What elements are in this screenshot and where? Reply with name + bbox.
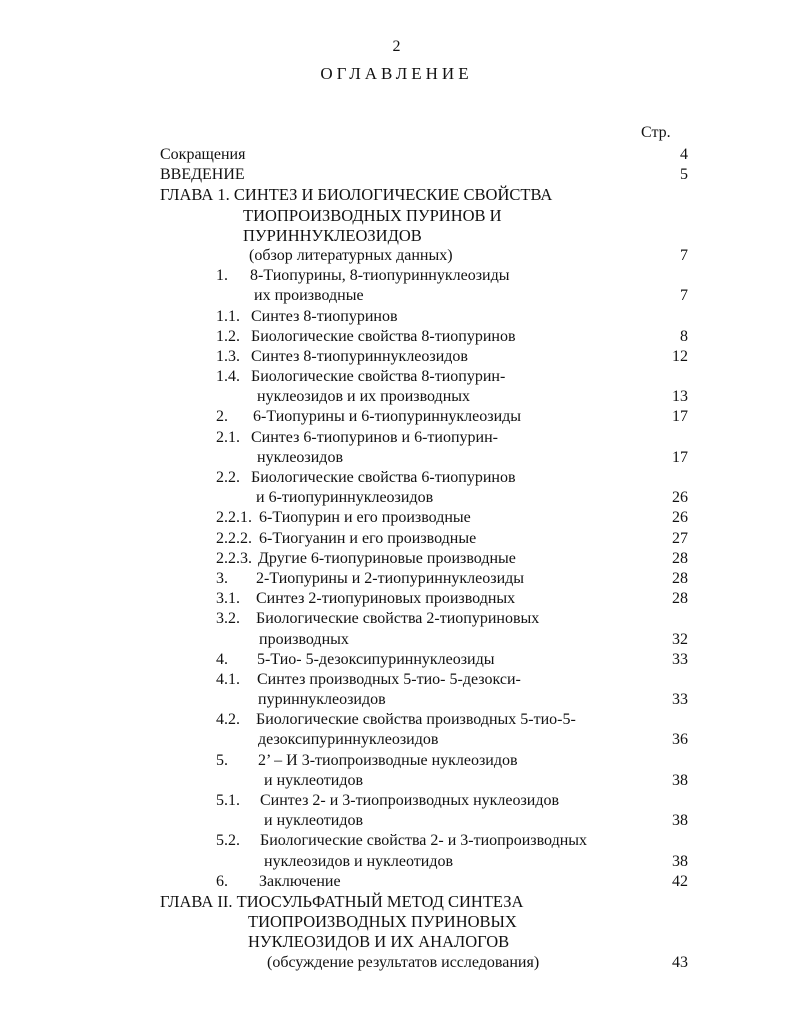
toc-row bbox=[0, 387, 793, 407]
toc-row bbox=[0, 892, 793, 912]
toc-number: 1. bbox=[216, 267, 228, 285]
toc-entry-text: пуриннуклеозидов bbox=[258, 691, 386, 709]
toc-row bbox=[0, 710, 793, 730]
toc-page-number: 13 bbox=[672, 388, 688, 406]
toc-row bbox=[0, 327, 793, 347]
toc-number: 4. bbox=[216, 650, 228, 668]
toc-row bbox=[0, 771, 793, 791]
toc-row bbox=[0, 953, 793, 973]
toc-page-number: 27 bbox=[672, 529, 688, 547]
toc-number: 2.2.1. bbox=[216, 509, 252, 527]
toc-number: 5.2. bbox=[216, 832, 240, 850]
toc-row bbox=[0, 912, 793, 932]
toc-entry-text: Биологические свойства 2- и 3-тиопроизводных bbox=[260, 832, 588, 850]
toc-number: 5.1. bbox=[216, 792, 240, 809]
toc-page-number: 17 bbox=[672, 448, 688, 466]
toc-entry-text: Синтез 2-тиопуриновых производных bbox=[256, 590, 516, 608]
toc-page-number: 26 bbox=[672, 509, 688, 527]
toc-row bbox=[0, 811, 793, 831]
toc-entry-text: Биологические свойства 8-тиопурин- bbox=[251, 368, 506, 386]
toc-row bbox=[0, 690, 793, 710]
toc-row bbox=[0, 730, 793, 750]
toc-row bbox=[0, 529, 793, 549]
toc-entry-text: 2’ – И 3-тиопроизводные нуклеозидов bbox=[258, 751, 518, 769]
toc-row bbox=[0, 145, 793, 165]
page-number: 2 bbox=[392, 38, 401, 55]
toc-entry-text: (обзор литературных данных) bbox=[249, 246, 453, 264]
toc-page-number: 36 bbox=[672, 731, 688, 749]
toc-entry-text: их производные bbox=[254, 287, 364, 305]
toc-page-number: 38 bbox=[672, 852, 688, 870]
toc-row bbox=[0, 428, 793, 448]
toc-entry-text: нуклеозидов и нуклеотидов bbox=[264, 852, 454, 870]
toc-entry-text: Синтез производных 5-тио- 5-дезокси- bbox=[257, 670, 521, 688]
toc-row bbox=[0, 307, 793, 327]
toc-row bbox=[0, 468, 793, 488]
toc-entry-text: 8-Тиопурины, 8-тиопуриннуклеозиды bbox=[250, 267, 510, 285]
toc-page-number: 4 bbox=[680, 146, 688, 163]
toc-entry-text: 6-Тиогуанин и его производные bbox=[259, 529, 477, 547]
toc-entry-text: 6-Тиопурин и его производные bbox=[259, 509, 471, 527]
toc-number: 1.3. bbox=[216, 347, 240, 365]
toc-number: 4.1. bbox=[216, 670, 240, 688]
toc-row bbox=[0, 852, 793, 872]
toc-entry-text: дезоксипуриннуклеозидов bbox=[258, 731, 439, 749]
toc-number: 2.1. bbox=[216, 428, 240, 446]
toc-page-number: 33 bbox=[672, 691, 688, 709]
toc-number: 4.2. bbox=[216, 711, 240, 729]
pages-column-label: Стр. bbox=[641, 124, 671, 141]
toc-row bbox=[0, 448, 793, 468]
toc-number: 6. bbox=[216, 872, 228, 890]
toc-number: 3.1. bbox=[216, 590, 240, 608]
toc-entry-text: 5-Тио- 5-дезоксипуриннуклеозиды bbox=[257, 650, 495, 668]
toc-row bbox=[0, 206, 793, 226]
toc-entry-text: ПУРИННУКЛЕОЗИДОВ bbox=[243, 225, 422, 245]
toc-row bbox=[0, 549, 793, 569]
toc-entry-text: нуклеозидов и их производных bbox=[257, 388, 471, 406]
toc-entry-text: Другие 6-тиопуриновые производные bbox=[258, 549, 516, 567]
toc-row bbox=[0, 589, 793, 609]
toc-entry-text: и нуклеотидов bbox=[264, 771, 364, 789]
toc-row bbox=[0, 932, 793, 952]
toc-row bbox=[0, 569, 793, 589]
toc-entry-text: и 6-тиопуриннуклеозидов bbox=[256, 489, 434, 507]
toc-number: 1.1. bbox=[216, 307, 240, 325]
toc-row bbox=[0, 630, 793, 650]
toc-row bbox=[0, 670, 793, 690]
toc-row bbox=[0, 831, 793, 851]
toc-number: 5. bbox=[216, 751, 228, 769]
toc-entry-text: Биологические свойства 6-тиопуринов bbox=[251, 469, 516, 486]
toc-row bbox=[0, 791, 793, 811]
toc-page-number: 17 bbox=[672, 408, 688, 426]
toc-row bbox=[0, 347, 793, 367]
toc-number: 1.4. bbox=[216, 368, 240, 386]
toc-entry-text: 2-Тиопурины и 2-тиопуриннуклеозиды bbox=[256, 569, 525, 587]
toc-page-number: 28 bbox=[672, 569, 688, 587]
toc-entry-text: ТИОПРОИЗВОДНЫХ ПУРИНОВ И bbox=[243, 205, 502, 225]
toc-row bbox=[0, 650, 793, 670]
toc-page-number: 7 bbox=[680, 246, 688, 264]
toc-page-number: 26 bbox=[672, 489, 688, 507]
toc-entry-text: ГЛАВА II. ТИОСУЛЬФАТНЫЙ МЕТОД СИНТЕЗА bbox=[160, 891, 524, 911]
toc-entry-text: Сокращения bbox=[160, 146, 246, 163]
toc-number: 3. bbox=[216, 569, 228, 587]
toc-number: 2.2.2. bbox=[216, 529, 252, 547]
toc-page-number: 28 bbox=[672, 549, 688, 567]
toc-page-number: 12 bbox=[672, 347, 688, 365]
toc-number: 3.2. bbox=[216, 610, 240, 628]
toc-page-number: 28 bbox=[672, 590, 688, 608]
toc-row bbox=[0, 488, 793, 508]
toc-entry-text: Синтез 8-тиопуринов bbox=[251, 307, 398, 325]
toc-row bbox=[0, 751, 793, 771]
toc-row bbox=[0, 246, 793, 266]
toc-entry-text: (обсуждение результатов исследования) bbox=[267, 953, 540, 971]
toc-row bbox=[0, 185, 793, 205]
toc-row bbox=[0, 872, 793, 892]
toc-row bbox=[0, 286, 793, 306]
toc-entry-text: Синтез 8-тиопуриннуклеозидов bbox=[251, 347, 468, 365]
toc-page-number: 43 bbox=[672, 953, 688, 971]
toc-row bbox=[0, 508, 793, 528]
toc-entry-text: ГЛАВА 1. СИНТЕЗ И БИОЛОГИЧЕСКИЕ СВОЙСТВА bbox=[160, 185, 553, 205]
toc-page-number: 32 bbox=[672, 630, 688, 648]
toc-entry-text: ВВЕДЕНИЕ bbox=[160, 166, 245, 184]
toc-number: 1.2. bbox=[216, 327, 240, 345]
toc-number: 2. bbox=[216, 408, 228, 426]
toc-row bbox=[0, 407, 793, 427]
toc-entry-text: Биологические свойства 8-тиопуринов bbox=[251, 327, 516, 345]
toc-entry-text: Биологические свойства производных 5-тио-5- bbox=[256, 711, 576, 729]
toc-entry-text: ТИОПРОИЗВОДНЫХ ПУРИНОВЫХ bbox=[248, 912, 517, 932]
page-title: ОГЛАВЛЕНИЕ bbox=[320, 64, 473, 83]
toc-entry-text: 6-Тиопурины и 6-тиопуриннуклеозиды bbox=[253, 408, 522, 426]
toc-entry-text: нуклеозидов bbox=[257, 448, 343, 466]
toc-row bbox=[0, 367, 793, 387]
toc-row bbox=[0, 165, 793, 185]
toc-page-number: 5 bbox=[680, 166, 688, 184]
toc-entry-text: и нуклеотидов bbox=[264, 812, 364, 830]
toc-number: 2.2. bbox=[216, 469, 240, 486]
toc-page-number: 7 bbox=[680, 287, 688, 305]
toc-row bbox=[0, 226, 793, 246]
toc-page-number: 38 bbox=[672, 812, 688, 830]
toc-entry-text: производных bbox=[259, 630, 349, 648]
toc-entry-text: Биологические свойства 2-тиопуриновых bbox=[256, 610, 540, 628]
toc-row bbox=[0, 609, 793, 629]
toc-row bbox=[0, 266, 793, 286]
toc-number: 2.2.3. bbox=[216, 549, 252, 567]
toc-entry-text: Синтез 6-тиопуринов и 6-тиопурин- bbox=[251, 428, 498, 446]
toc-entry-text: НУКЛЕОЗИДОВ И ИХ АНАЛОГОВ bbox=[248, 932, 510, 952]
toc-entry-text: Синтез 2- и 3-тиопроизводных нуклеозидов bbox=[260, 792, 560, 809]
toc-page-number: 42 bbox=[672, 872, 688, 890]
table-of-contents bbox=[0, 145, 793, 973]
toc-entry-text: Заключение bbox=[259, 872, 341, 890]
toc-page-number: 8 bbox=[680, 327, 688, 345]
toc-page-number: 33 bbox=[672, 650, 688, 668]
toc-page-number: 38 bbox=[672, 771, 688, 789]
